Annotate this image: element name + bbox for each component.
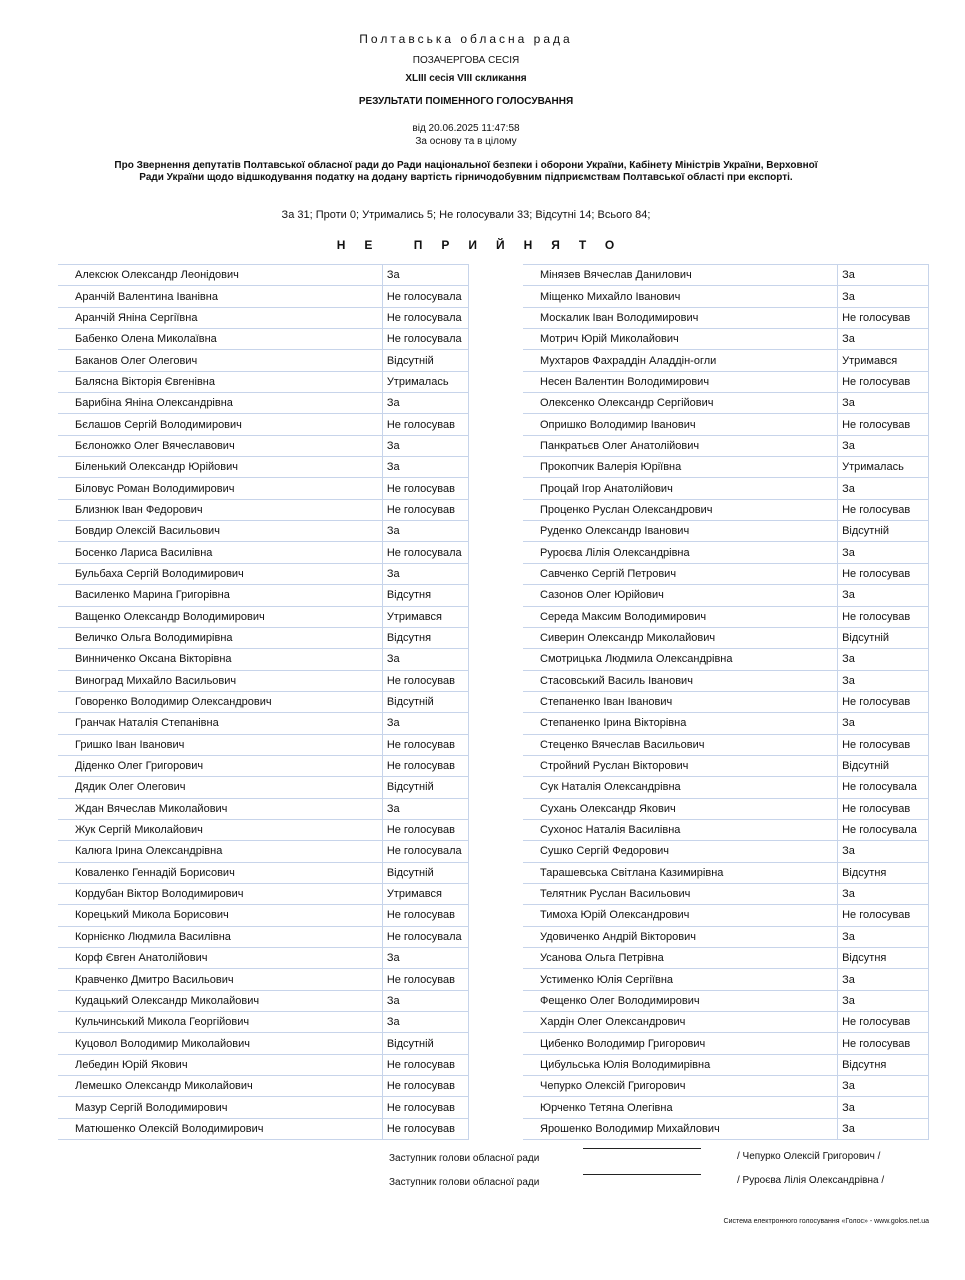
vote-value: Не голосував (838, 414, 929, 435)
deputy-name: Мотрич Юрій Миколайович (523, 329, 838, 350)
deputy-name: Телятник Руслан Васильович (523, 883, 838, 904)
vote-value: Відсутня (382, 627, 468, 648)
vote-value: За (382, 265, 468, 286)
table-row (523, 329, 929, 350)
deputy-name: Олексенко Олександр Сергійович (523, 393, 838, 414)
vote-subject: Про Звернення депутатів Полтавської обласної ради до Ради національної безпеки і оборони України, Кабінету Міністрів України, Верховної Ради України щодо відшкодування податку на додану вартість гірничодобувним підприємствам Полтавської області при експорті. (114, 160, 818, 183)
table-row (523, 691, 929, 712)
deputy-name: Фещенко Олег Володимирович (523, 990, 838, 1011)
deputy-name: Сухань Олександр Якович (523, 798, 838, 819)
vote-value: За (382, 393, 468, 414)
deputy-name: Мухтаров Фахраддін Аладдін-огли (523, 350, 838, 371)
deputy-name: Несен Валентин Володимирович (523, 371, 838, 392)
table-row (58, 691, 469, 712)
vote-value: За (382, 990, 468, 1011)
deputy-name: Аранчій Валентина Іванівна (58, 286, 382, 307)
vote-value: За (838, 926, 929, 947)
table-row (523, 371, 929, 392)
table-row (523, 563, 929, 584)
deputy-name: Процай Ігор Анатолійович (523, 478, 838, 499)
signature-name: / Чепурко Олексій Григорович / (737, 1151, 881, 1162)
table-row (58, 521, 469, 542)
deputy-name: Ващенко Олександр Володимирович (58, 606, 382, 627)
table-row (523, 499, 929, 520)
vote-value: Відсутній (382, 350, 468, 371)
deputy-name: Василенко Марина Григорівна (58, 585, 382, 606)
vote-value: Не голосував (382, 1054, 468, 1075)
vote-value: За (382, 713, 468, 734)
deputy-name: Лебедин Юрій Якович (58, 1054, 382, 1075)
deputy-name: Балясна Вікторія Євгенівна (58, 371, 382, 392)
table-row (58, 798, 469, 819)
vote-value: За (838, 969, 929, 990)
vote-value: За (382, 521, 468, 542)
deputy-name: Хардін Олег Олександрович (523, 1012, 838, 1033)
table-row (58, 1054, 469, 1075)
vote-value: За (838, 329, 929, 350)
deputy-name: Стеценко Вячеслав Васильович (523, 734, 838, 755)
table-row (58, 670, 469, 691)
deputy-name: Юрченко Тетяна Олегівна (523, 1097, 838, 1118)
table-row (523, 649, 929, 670)
vote-value: Не голосував (838, 798, 929, 819)
table-row (523, 905, 929, 926)
vote-value: Не голосував (838, 307, 929, 328)
table-row (523, 883, 929, 904)
table-row (58, 1076, 469, 1097)
vote-value: Не голосувала (838, 777, 929, 798)
vote-value: Відсутній (382, 862, 468, 883)
table-row (523, 1097, 929, 1118)
deputy-name: Цибульська Юлія Володимирівна (523, 1054, 838, 1075)
vote-value: Не голосував (382, 1118, 468, 1139)
deputy-name: Корнієнко Людмила Василівна (58, 926, 382, 947)
deputy-name: Устименко Юлія Сергіївна (523, 969, 838, 990)
table-row (523, 734, 929, 755)
table-row (58, 393, 469, 414)
deputy-name: Коваленко Геннадій Борисович (58, 862, 382, 883)
table-row (58, 542, 469, 563)
vote-value: За (838, 713, 929, 734)
vote-result: НЕ ПРИЙНЯТО (336, 238, 634, 252)
table-row (523, 969, 929, 990)
deputy-name: Руденко Олександр Іванович (523, 521, 838, 542)
table-row (58, 457, 469, 478)
table-row (58, 905, 469, 926)
vote-value: Не голосувала (382, 307, 468, 328)
vote-value: За (838, 990, 929, 1011)
deputy-name: Москалик Іван Володимирович (523, 307, 838, 328)
vote-value: За (838, 286, 929, 307)
table-row (523, 1118, 929, 1139)
table-row (58, 286, 469, 307)
table-row (523, 1033, 929, 1054)
vote-value: Не голосував (382, 755, 468, 776)
deputy-name: Кравченко Дмитро Васильович (58, 969, 382, 990)
deputy-name: Панкратьєв Олег Анатолійович (523, 435, 838, 456)
table-row (523, 414, 929, 435)
deputy-name: Корецький Микола Борисович (58, 905, 382, 926)
table-row (523, 350, 929, 371)
signature-line (583, 1174, 701, 1175)
vote-value: За (382, 798, 468, 819)
table-row (58, 478, 469, 499)
table-row (58, 563, 469, 584)
vote-value: За (382, 1012, 468, 1033)
deputy-name: Величко Ольга Володимирівна (58, 627, 382, 648)
deputy-name: Близнюк Іван Федорович (58, 499, 382, 520)
vote-value: Не голосувала (382, 542, 468, 563)
deputy-name: Матюшенко Олексій Володимирович (58, 1118, 382, 1139)
vote-value: За (838, 393, 929, 414)
deputy-name: Савченко Сергій Петрович (523, 563, 838, 584)
vote-value: Не голосував (382, 670, 468, 691)
deputy-name: Кордубан Віктор Володимирович (58, 883, 382, 904)
vote-value: Не голосував (838, 1012, 929, 1033)
vote-value: Не голосувала (382, 926, 468, 947)
table-row (523, 542, 929, 563)
vote-value: За (382, 948, 468, 969)
deputy-name: Стасовський Василь Іванович (523, 670, 838, 691)
table-row (58, 969, 469, 990)
table-row (523, 627, 929, 648)
deputy-name: Біловус Роман Володимирович (58, 478, 382, 499)
table-row (523, 585, 929, 606)
table-row (523, 393, 929, 414)
council-name: Полтавська обласна рада (359, 32, 573, 46)
deputy-name: Опришко Володимир Іванович (523, 414, 838, 435)
signature-line (583, 1148, 701, 1149)
vote-value: За (838, 585, 929, 606)
vote-value: Утрималась (838, 457, 929, 478)
vote-totals: За 31; Проти 0; Утримались 5; Не голосували 33; Відсутні 14; Всього 84; (281, 209, 651, 221)
table-row (523, 1076, 929, 1097)
vote-value: За (838, 265, 929, 286)
vote-value: Не голосував (838, 606, 929, 627)
table-row (58, 1118, 469, 1139)
table-row (523, 457, 929, 478)
vote-value: За (838, 670, 929, 691)
table-row (58, 499, 469, 520)
vote-value: Не голосував (382, 1097, 468, 1118)
deputy-name: Сук Наталія Олександрівна (523, 777, 838, 798)
deputy-name: Сазонов Олег Юрійович (523, 585, 838, 606)
vote-value: Не голосував (382, 414, 468, 435)
vote-value: За (382, 435, 468, 456)
deputy-name: Прокопчик Валерія Юріївна (523, 457, 838, 478)
table-row (58, 862, 469, 883)
deputy-name: Проценко Руслан Олександрович (523, 499, 838, 520)
deputy-name: Барибіна Яніна Олександрівна (58, 393, 382, 414)
footer-system: Система електронного голосування «Голос» - www.golos.net.ua (723, 1218, 929, 1225)
deputy-name: Аранчій Яніна Сергіївна (58, 307, 382, 328)
deputy-name: Міщенко Михайло Іванович (523, 286, 838, 307)
deputy-name: Калюга Ірина Олександрівна (58, 841, 382, 862)
table-row (58, 329, 469, 350)
vote-value: Не голосував (838, 371, 929, 392)
table-row (58, 713, 469, 734)
vote-value: За (838, 1076, 929, 1097)
table-row (58, 414, 469, 435)
vote-value: Утримався (382, 883, 468, 904)
deputy-name: Сухонос Наталія Василівна (523, 819, 838, 840)
vote-value: Не голосувала (382, 841, 468, 862)
table-row (58, 734, 469, 755)
table-row (523, 670, 929, 691)
session-type: ПОЗАЧЕРГОВА СЕСІЯ (412, 55, 520, 66)
deputy-name: Дядик Олег Олегович (58, 777, 382, 798)
table-row (58, 777, 469, 798)
vote-value: Відсутній (382, 1033, 468, 1054)
vote-value: Не голосував (838, 563, 929, 584)
deputy-name: Баканов Олег Олегович (58, 350, 382, 371)
deputy-name: Степаненко Іван Іванович (523, 691, 838, 712)
deputy-name: Куцовол Володимир Миколайович (58, 1033, 382, 1054)
vote-value: Не голосував (838, 499, 929, 520)
vote-value: Не голосував (838, 734, 929, 755)
vote-value: Відсутній (838, 627, 929, 648)
deputy-name: Тарашевська Світлана Казимирівна (523, 862, 838, 883)
deputy-name: Бульбаха Сергій Володимирович (58, 563, 382, 584)
votes-table-right (523, 264, 929, 1140)
table-row (58, 585, 469, 606)
vote-value: За (382, 563, 468, 584)
deputy-name: Стройний Руслан Вікторович (523, 755, 838, 776)
vote-value: За (838, 435, 929, 456)
deputy-name: Діденко Олег Григорович (58, 755, 382, 776)
table-row (58, 371, 469, 392)
table-row (58, 1097, 469, 1118)
table-row (58, 627, 469, 648)
table-row (523, 478, 929, 499)
deputy-name: Говоренко Володимир Олександрович (58, 691, 382, 712)
vote-value: Не голосував (382, 819, 468, 840)
deputy-name: Корф Євген Анатолійович (58, 948, 382, 969)
deputy-name: Мінязев Вячеслав Данилович (523, 265, 838, 286)
vote-value: Утримався (838, 350, 929, 371)
deputy-name: Тимоха Юрій Олександрович (523, 905, 838, 926)
vote-value: Не голосував (838, 691, 929, 712)
vote-value: Не голосував (382, 478, 468, 499)
deputy-name: Алексюк Олександр Леонідович (58, 265, 382, 286)
votes-table-left (58, 264, 469, 1140)
deputy-name: Жук Сергій Миколайович (58, 819, 382, 840)
table-row (58, 307, 469, 328)
table-row (523, 286, 929, 307)
vote-value: За (838, 883, 929, 904)
deputy-name: Винниченко Оксана Вікторівна (58, 649, 382, 670)
deputy-name: Чепурко Олексій Григорович (523, 1076, 838, 1097)
deputy-name: Ждан Вячеслав Миколайович (58, 798, 382, 819)
table-row (523, 521, 929, 542)
table-row (523, 1012, 929, 1033)
vote-value: Не голосував (382, 499, 468, 520)
deputy-name: Кудацький Олександр Миколайович (58, 990, 382, 1011)
deputy-name: Усанова Ольга Петрівна (523, 948, 838, 969)
deputy-name: Босенко Лариса Василівна (58, 542, 382, 563)
table-row (58, 819, 469, 840)
table-row (58, 649, 469, 670)
deputy-name: Кульчинський Микола Георгійович (58, 1012, 382, 1033)
vote-value: Не голосував (838, 905, 929, 926)
vote-value: За (838, 649, 929, 670)
vote-value: Відсутній (838, 755, 929, 776)
deputy-name: Біленький Олександр Юрійович (58, 457, 382, 478)
vote-value: Відсутній (382, 691, 468, 712)
vote-value: Не голосувала (838, 819, 929, 840)
deputy-name: Смотрицька Людмила Олександрівна (523, 649, 838, 670)
vote-value: За (382, 649, 468, 670)
session-number: XLIII сесія VIII скликання (405, 73, 527, 84)
deputy-name: Середа Максим Володимирович (523, 606, 838, 627)
deputy-name: Цибенко Володимир Григорович (523, 1033, 838, 1054)
table-row (523, 948, 929, 969)
vote-basis: За основу та в цілому (415, 136, 517, 147)
vote-value: Відсутня (382, 585, 468, 606)
table-row (523, 713, 929, 734)
table-row (523, 777, 929, 798)
vote-value: Не голосував (382, 1076, 468, 1097)
table-row (523, 990, 929, 1011)
vote-value: Не голосував (838, 1033, 929, 1054)
table-row (523, 755, 929, 776)
vote-value: За (382, 457, 468, 478)
table-row (523, 841, 929, 862)
deputy-name: Бєлашов Сергій Володимирович (58, 414, 382, 435)
table-row (58, 883, 469, 904)
table-row (523, 926, 929, 947)
vote-value: За (838, 542, 929, 563)
vote-value: Відсутня (838, 1054, 929, 1075)
table-row (523, 307, 929, 328)
deputy-name: Степаненко Ірина Вікторівна (523, 713, 838, 734)
table-row (523, 606, 929, 627)
deputy-name: Мазур Сергій Володимирович (58, 1097, 382, 1118)
vote-value: Відсутній (838, 521, 929, 542)
table-row (523, 265, 929, 286)
deputy-name: Бєлоножко Олег Вячеславович (58, 435, 382, 456)
vote-value: Не голосувала (382, 329, 468, 350)
deputy-name: Виноград Михайло Васильович (58, 670, 382, 691)
table-row (58, 841, 469, 862)
table-row (58, 1033, 469, 1054)
table-row (58, 265, 469, 286)
deputy-name: Лемешко Олександр Миколайович (58, 1076, 382, 1097)
deputy-name: Гришко Іван Іванович (58, 734, 382, 755)
deputy-name: Бовдир Олексій Васильович (58, 521, 382, 542)
table-row (523, 435, 929, 456)
vote-value: Утрималась (382, 371, 468, 392)
vote-value: Відсутня (838, 862, 929, 883)
deputy-name: Бабенко Олена Миколаївна (58, 329, 382, 350)
table-row (58, 435, 469, 456)
vote-date: від 20.06.2025 11:47:58 (412, 123, 520, 134)
table-row (523, 1054, 929, 1075)
deputy-name: Сиверин Олександр Миколайович (523, 627, 838, 648)
vote-value: За (838, 1118, 929, 1139)
vote-value: Відсутній (382, 777, 468, 798)
deputy-name: Гранчак Наталія Степанівна (58, 713, 382, 734)
table-row (58, 1012, 469, 1033)
signature-role: Заступник голови обласної ради (389, 1153, 540, 1164)
table-row (58, 990, 469, 1011)
document-title: РЕЗУЛЬТАТИ ПОІМЕННОГО ГОЛОСУВАННЯ (358, 96, 574, 107)
vote-value: Не голосував (382, 905, 468, 926)
table-row (58, 606, 469, 627)
vote-value: Не голосувала (382, 286, 468, 307)
table-row (58, 350, 469, 371)
table-row (523, 798, 929, 819)
vote-value: Утримався (382, 606, 468, 627)
deputy-name: Руроєва Лілія Олександрівна (523, 542, 838, 563)
vote-value: Не голосував (382, 969, 468, 990)
signature-role: Заступник голови обласної ради (389, 1177, 540, 1188)
vote-value: Відсутня (838, 948, 929, 969)
table-row (523, 862, 929, 883)
table-row (58, 755, 469, 776)
vote-value: За (838, 841, 929, 862)
vote-value: За (838, 1097, 929, 1118)
signature-name: / Руроєва Лілія Олександрівна / (737, 1175, 885, 1186)
deputy-name: Ярошенко Володимир Михайлович (523, 1118, 838, 1139)
vote-value: За (838, 478, 929, 499)
table-row (58, 926, 469, 947)
deputy-name: Сушко Сергій Федорович (523, 841, 838, 862)
deputy-name: Удовиченко Андрій Вікторович (523, 926, 838, 947)
vote-value: Не голосував (382, 734, 468, 755)
table-row (58, 948, 469, 969)
table-row (523, 819, 929, 840)
